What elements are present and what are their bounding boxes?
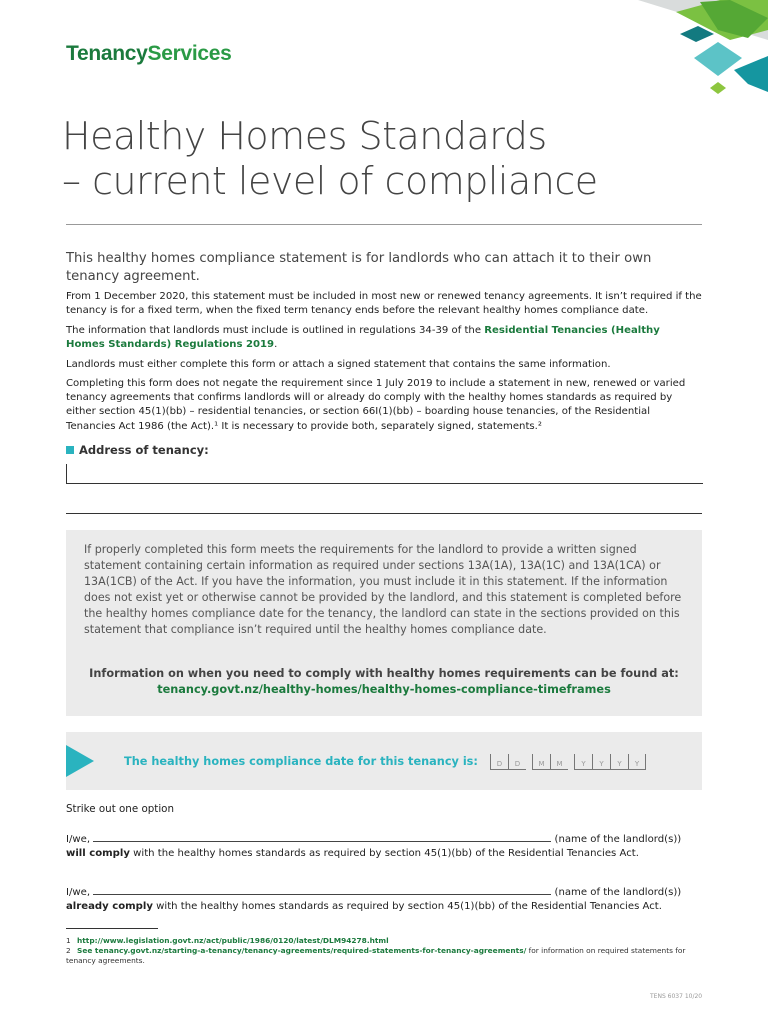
- footnote-2: 2 See tenancy.govt.nz/starting-a-tenancy/tenancy-agreements/required-statements-for-tenancy-agreements/ for information on required statements for tenancy agreements.: [66, 946, 686, 966]
- date-cell-y1[interactable]: Y: [574, 754, 592, 770]
- compliance-date-label: The healthy homes compliance date for this tenancy is:: [124, 755, 478, 768]
- paragraph-4: Completing this form does not negate the requirement since 1 July 2019 to include a statement in new, renewed or varied tenancy agreements that confirms landlords will or already do comply with the healthy homes standards as required by either section 45(1)(bb) – residential tenancies, or section 66I(1)(bb) – boarding house tenancies, of the Residential Tenancies Act 1986 (the Act).¹ It is necessary to provide both, separately signed, statements.²: [66, 378, 686, 432]
- date-cell-d2[interactable]: D: [508, 754, 526, 770]
- brand-logo: TenancyServices: [66, 42, 232, 65]
- required-statements-link[interactable]: See tenancy.govt.nz/starting-a-tenancy/tenancy-agreements/required-statements-for-tenancy-agreements/: [77, 946, 527, 955]
- page-title: [62, 114, 702, 204]
- date-cell-m1[interactable]: M: [532, 754, 550, 770]
- info-box-bold: Information on when you need to comply with healthy homes requirements can be found at:: [89, 667, 679, 680]
- paragraph-2: The information that landlords must include is outlined in regulations 34-39 of the Residential Tenancies (Healthy Homes Standards) Regulations 2019.: [66, 325, 660, 351]
- play-arrow-icon: [66, 745, 94, 777]
- legislation-link[interactable]: http://www.legislation.govt.nz/act/public/1986/0120/latest/DLM94278.html: [77, 936, 389, 945]
- paragraph-3: Landlords must either complete this form or attach a signed statement that contains the same information.: [66, 359, 611, 370]
- landlord-name-field-1[interactable]: [93, 831, 551, 842]
- intro-text: This healthy homes compliance statement is for landlords who can attach it to their own tenancy agreement.: [66, 251, 652, 284]
- address-label: Address of tenancy:: [66, 443, 209, 457]
- date-cell-y3[interactable]: Y: [610, 754, 628, 770]
- landlord-name-field-2[interactable]: [93, 884, 551, 895]
- square-bullet-icon: [66, 446, 74, 454]
- compliance-timeframes-link[interactable]: tenancy.govt.nz/healthy-homes/healthy-homes-compliance-timeframes: [157, 683, 611, 696]
- title-divider: [66, 224, 702, 225]
- footnote-divider: [66, 928, 158, 929]
- address-field-line-2[interactable]: [66, 513, 702, 514]
- info-box-text: If properly completed this form meets the requirements for the landlord to provide a written signed statement containing certain information as required under sections 13A(1A), 13A(1C) and 13A(1CA) or 13A(1CB) of the Act. If you have the information, you must include it in this statement. If the information does not exist yet or otherwise cannot be provided by the landlord, and this statement is completed before the healthy homes compliance date for the tenancy, the landlord can state in the sections provided on this statement that compliance isn’t required until the healthy homes compliance date.: [84, 543, 682, 636]
- date-cell-y4[interactable]: Y: [628, 754, 646, 770]
- date-cell-d1[interactable]: D: [490, 754, 508, 770]
- paragraph-1: From 1 December 2020, this statement must be included in most new or renewed tenancy agreements. It isn’t required if the tenancy is for a fixed term, when the fixed term tenancy ends before the relevant healthy homes compliance date.: [66, 291, 702, 317]
- title-line-1: Healthy Homes Standards: [62, 114, 547, 158]
- compliance-date-input[interactable]: [490, 754, 646, 770]
- option-will-comply: I/we, (name of the landlord(s)) will comply with the healthy homes standards as required by section 45(1)(bb) of the Residential Tenancies Act.: [66, 831, 702, 861]
- strike-instruction: Strike out one option: [66, 803, 175, 815]
- regulations-link[interactable]: Residential Tenancies (Healthy Homes Standards) Regulations 2019: [66, 325, 660, 351]
- document-code: TENS 6037 10/20: [650, 993, 703, 1000]
- address-field-line-1[interactable]: [66, 464, 703, 484]
- footnote-1: 1 http://www.legislation.govt.nz/act/public/1986/0120/latest/DLM94278.html: [66, 936, 389, 945]
- date-cell-m2[interactable]: M: [550, 754, 568, 770]
- corner-decoration: [638, 0, 768, 96]
- date-cell-y2[interactable]: Y: [592, 754, 610, 770]
- title-line-2: – current level of compliance: [62, 159, 598, 203]
- option-already-comply: I/we, (name of the landlord(s)) already comply with the healthy homes standards as required by section 45(1)(bb) of the Residential Tenancies Act.: [66, 884, 702, 914]
